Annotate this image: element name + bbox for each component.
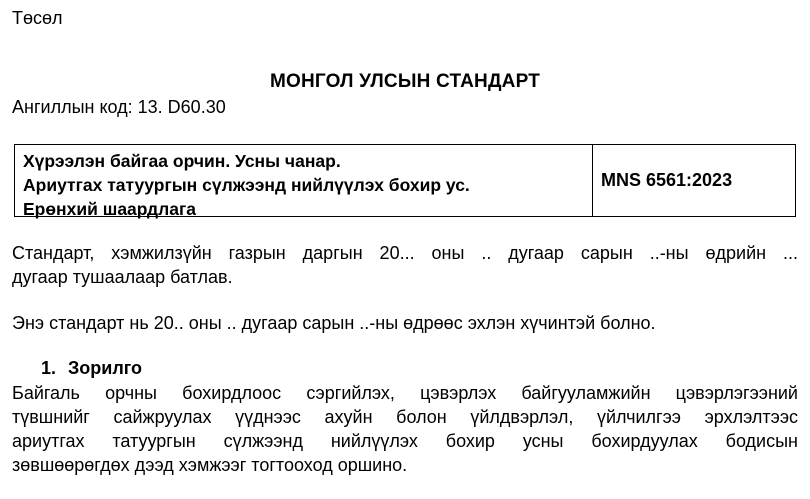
standard-title-line-3: Ерөнхий шаардлага xyxy=(23,199,197,219)
section-1-line-2: түвшнийг сайжруулах үүднээс ахуйн болон үйлдвэрлэл, үйлчилгээ эрхлэлтээс xyxy=(12,407,798,427)
standard-title-line-1: Хүрээлэн байгаа орчин. Усны чанар. xyxy=(23,151,341,171)
standard-title-cell xyxy=(15,145,593,219)
draft-label: Төсөл xyxy=(12,8,63,28)
standard-title-line-2: Ариутгах татуургын сүлжээнд нийлүүлэх бохир ус. xyxy=(23,175,470,195)
section-1-number: 1. xyxy=(41,358,57,378)
classification-code: Ангиллын код: 13. D60.30 xyxy=(12,97,226,117)
section-1-title: Зорилго xyxy=(68,358,143,378)
document-title: МОНГОЛ УЛСЫН СТАНДАРТ xyxy=(269,71,541,92)
effective-date-paragraph: Энэ стандарт нь 20.. оны .. дугаар сарын ..-ны өдрөөс эхлэн хүчинтэй болно. xyxy=(12,313,656,333)
standard-number-cell xyxy=(593,145,795,216)
approval-line-1: Стандарт, хэмжилзүйн газрын даргын 20... оны .. дугаар сарын ..-ны өдрийн ... xyxy=(12,243,798,263)
approval-paragraph xyxy=(12,241,798,289)
standard-number: MNS 6561:2023 xyxy=(601,170,733,190)
section-1-body xyxy=(12,381,798,477)
standard-info-table xyxy=(14,144,796,217)
approval-line-2: дугаар тушаалаар батлав. xyxy=(12,267,233,287)
section-1-line-4: зөвшөөрөгдөх дээд хэмжээг тогтооход оршино. xyxy=(12,455,408,475)
section-1-line-3: ариутгах татуургын сүлжээнд нийлүүлэх бохир усны бохирдуулах бодисын xyxy=(12,431,798,451)
section-1-line-1: Байгаль орчны бохирдлоос сэргийлэх, цэвэрлэх байгууламжийн цэвэрлэгээний xyxy=(12,383,798,403)
section-1-heading xyxy=(41,358,142,379)
